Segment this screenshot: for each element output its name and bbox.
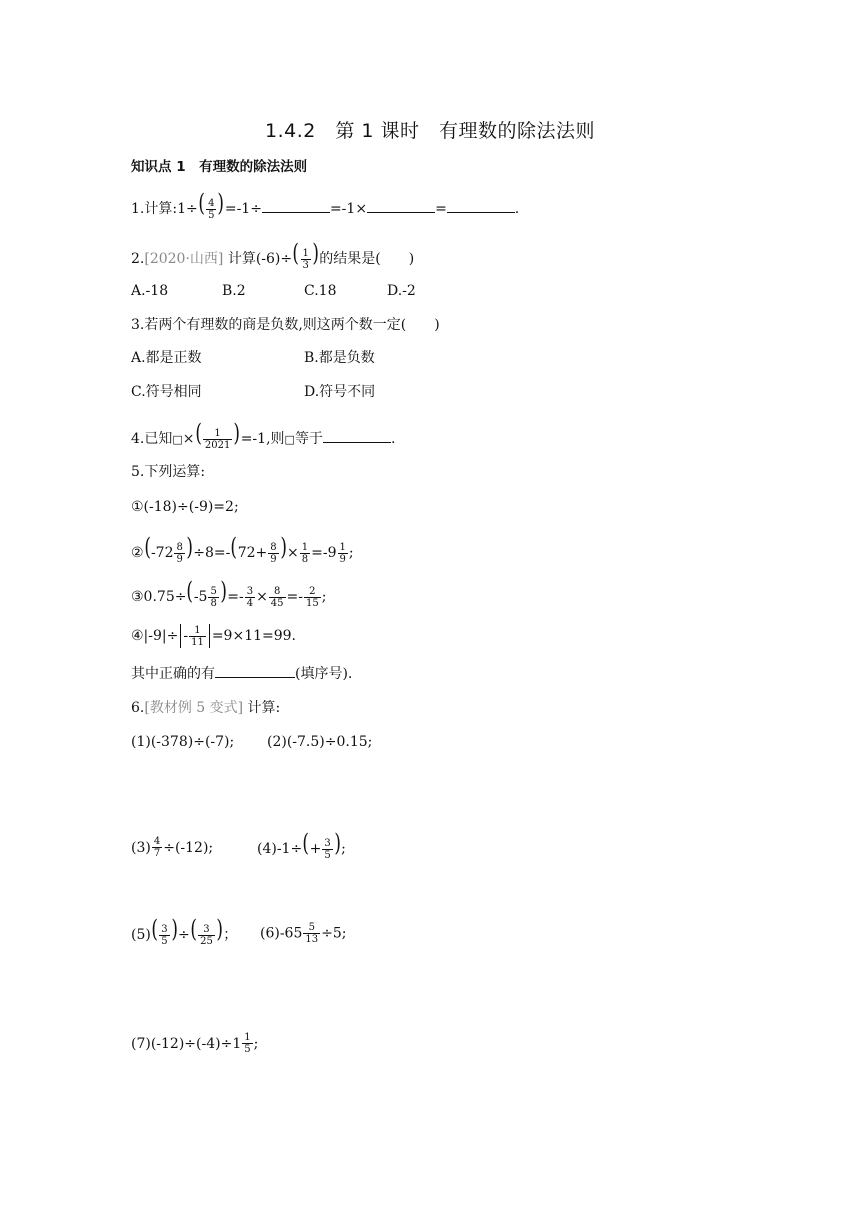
- question-1: 1.计算:1÷( $\frac{4}{5}$ )=-1÷ =-1× = .: [131, 189, 520, 221]
- square-symbol: □: [284, 433, 295, 446]
- fraction: $\frac{1}{11}$: [191, 624, 204, 648]
- fraction: $\frac{4}{5}$: [208, 197, 215, 221]
- source-tag: [教材例 5 变式]: [144, 700, 244, 716]
- option-c[interactable]: C.18: [304, 283, 337, 299]
- calc-4: ④|-9|÷ - $\frac{1}{11}$ =9×11=99.: [131, 624, 297, 648]
- fraction: $\frac{3}{5}$: [161, 923, 168, 947]
- question-3-options-row1: [131, 348, 375, 368]
- answer-blank[interactable]: [367, 200, 435, 213]
- square-symbol: □: [172, 433, 183, 446]
- question-5-intro: 5.下列运算:: [131, 464, 206, 480]
- calc-2: ②(-72 $\frac{8}{9}$ )÷8=-(72+ $\frac{8}{9}$ )× $\frac{1}{8}$ =-9 $\frac{1}{9}$ ;: [131, 533, 354, 565]
- fraction: $\frac{3}{4}$: [246, 585, 254, 609]
- problem-row-1: [131, 732, 373, 752]
- fraction: $\frac{5}{13}$: [305, 922, 319, 945]
- option-a[interactable]: A.-18: [131, 283, 169, 299]
- question-6: 6.[教材例 5 变式] 计算:: [131, 700, 281, 716]
- fraction: $\frac{3}{25}$: [200, 923, 213, 947]
- answer-blank[interactable]: [262, 200, 330, 213]
- question-2-options: [131, 281, 416, 301]
- section-heading: 知识点 1 有理数的除法法则: [131, 159, 308, 175]
- fraction: $\frac{3}{5}$: [324, 837, 331, 861]
- fraction: $\frac{2}{15}$: [306, 585, 319, 609]
- abs-bar: [180, 624, 181, 648]
- abs-bar: [209, 624, 210, 648]
- question-3: 3.若两个有理数的商是负数,则这两个数一定( ): [131, 317, 440, 333]
- problem-5: (5)( $\frac{3}{5}$ )÷( $\frac{3}{25}$ )；: [131, 915, 238, 947]
- question-3-options-row2: [131, 382, 376, 402]
- answer-blank[interactable]: [447, 200, 515, 213]
- fraction: $\frac{1}{8}$: [301, 541, 309, 565]
- page-title: 1.4.2 第 1 课时 有理数的除法法则: [264, 120, 595, 142]
- fraction: $\frac{8}{9}$: [270, 541, 277, 565]
- option-b[interactable]: B.都是负数: [304, 350, 375, 366]
- option-d[interactable]: D.符号不同: [304, 384, 376, 400]
- fraction: $\frac{8}{45}$: [270, 585, 284, 609]
- fraction: $\frac{1}{9}$: [339, 541, 346, 565]
- problem-row-2: [131, 829, 346, 861]
- fraction: $\frac{1}{2021}$: [204, 427, 231, 451]
- fraction: $\frac{1}{3}$: [302, 247, 309, 271]
- problem-row-3: [131, 915, 347, 948]
- fraction: $\frac{1}{5}$: [244, 1032, 251, 1055]
- fraction: $\frac{8}{9}$: [176, 541, 183, 565]
- option-d[interactable]: D.-2: [387, 283, 416, 299]
- problem-3: (3) $\frac{4}{7}$ ÷(-12);: [131, 836, 214, 859]
- question-5-answer: 其中正确的有 (填序号).: [131, 666, 353, 682]
- option-c[interactable]: C.符号相同: [131, 384, 202, 400]
- problem-4: (4)-1÷(+ $\frac{3}{5}$ );: [257, 829, 346, 861]
- problem-1: (1)(-378)÷(-7);: [131, 734, 235, 750]
- answer-blank[interactable]: [323, 430, 391, 443]
- problem-row-4: [131, 1032, 258, 1055]
- fraction: $\frac{4}{7}$: [153, 836, 161, 859]
- calc-1: ①(-18)÷(-9)=2;: [131, 499, 239, 515]
- problem-6: (6)-65 $\frac{5}{13}$ ÷5;: [260, 922, 347, 945]
- question-4: 4.已知□×( $\frac{1}{2021}$ )=-1,则□等于 .: [131, 419, 396, 451]
- fraction: $\frac{5}{8}$: [210, 585, 217, 609]
- problem-7: (7)(-12)÷(-4)÷1 $\frac{1}{5}$ ;: [131, 1032, 259, 1055]
- source-tag: [2020·山西]: [144, 251, 224, 267]
- answer-blank[interactable]: [215, 665, 295, 678]
- option-a[interactable]: A.都是正数: [131, 350, 202, 366]
- calc-3: ③0.75÷(-5 $\frac{5}{8}$ )=- $\frac{3}{4}$ × $\frac{8}{45}$ =- $\frac{2}{15}$ ;: [131, 577, 327, 609]
- option-b[interactable]: B.2: [222, 283, 246, 299]
- question-2: 2.[2020·山西] 计算(-6)÷( $\frac{1}{3}$ )的结果是( ): [131, 239, 415, 271]
- problem-2: (2)(-7.5)÷0.15;: [267, 734, 373, 750]
